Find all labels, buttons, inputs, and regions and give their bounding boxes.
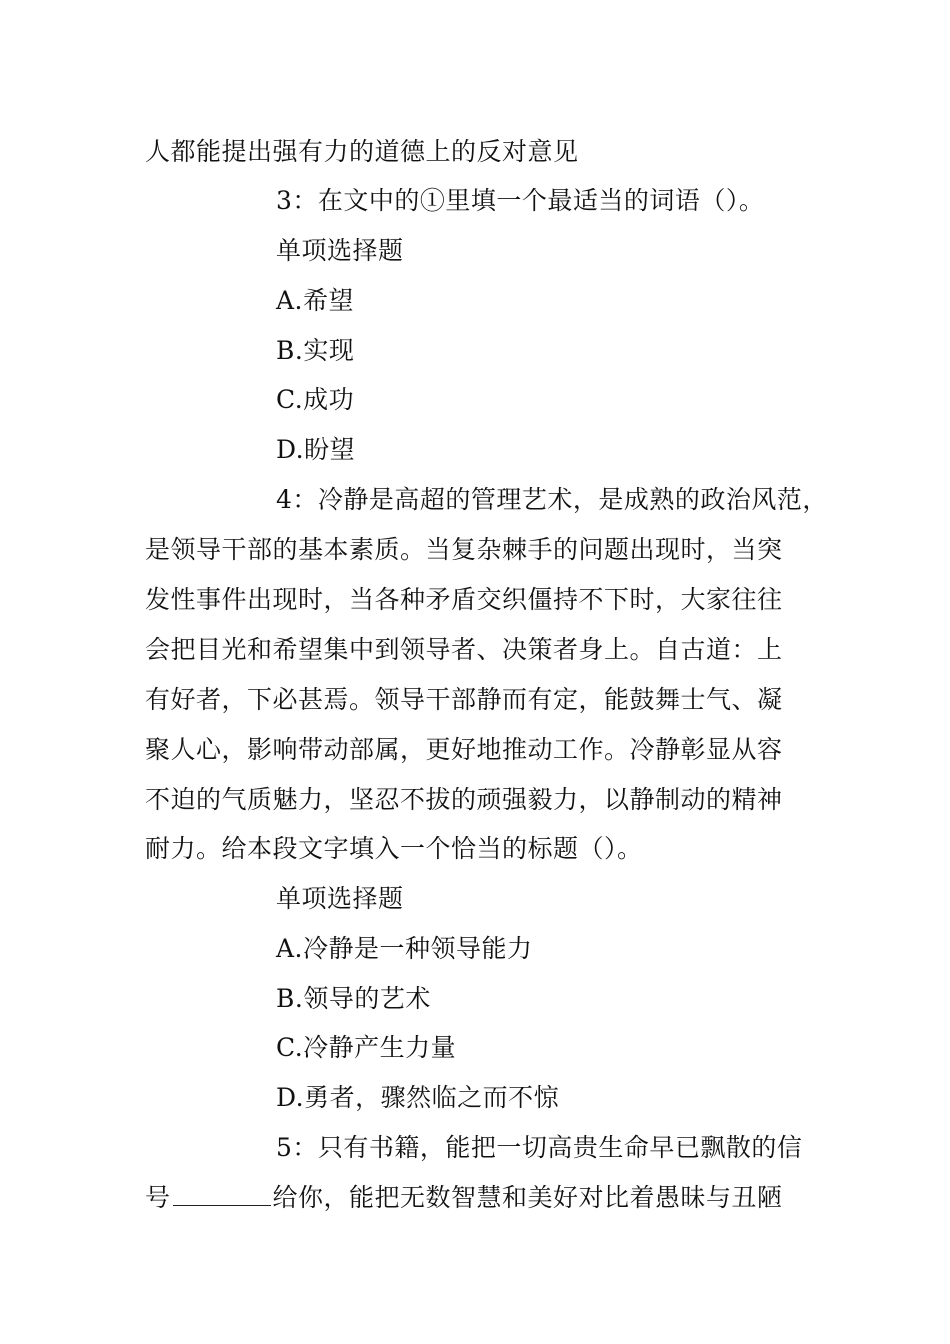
question-3-type: 单项选择题	[276, 236, 404, 265]
question-5-text: 号	[145, 1183, 171, 1212]
question-4-option-d: D.勇者，骤然临之而不惊	[276, 1083, 560, 1112]
text-line: 人都能提出强有力的道德上的反对意见	[145, 137, 579, 166]
question-3-option-d: D.盼望	[276, 435, 356, 464]
question-4-line: 发性事件出现时，当各种矛盾交织僵持不下时，大家往往	[145, 585, 783, 614]
question-3-option-b: B.实现	[276, 336, 355, 365]
question-4-option-b: B.领导的艺术	[276, 984, 431, 1013]
question-3-stem: 3：在文中的①里填一个最适当的词语（）。	[276, 186, 765, 215]
question-4-option-c: C.冷静产生力量	[276, 1033, 457, 1062]
question-3-option-c: C.成功	[276, 385, 355, 414]
question-4-type: 单项选择题	[276, 884, 404, 913]
question-4-line: 4：冷静是高超的管理艺术，是成熟的政治风范，	[276, 485, 828, 514]
question-4-line: 不迫的气质魅力，坚忍不拔的顽强毅力，以静制动的精神	[145, 785, 783, 814]
question-4-line: 聚人心，影响带动部属，更好地推动工作。冷静彰显从容	[145, 735, 783, 764]
question-5-line: 5：只有书籍，能把一切高贵生命早已飘散的信	[276, 1133, 803, 1162]
question-4-option-a: A.冷静是一种领导能力	[276, 934, 533, 963]
question-4-line: 会把目光和希望集中到领导者、决策者身上。自古道：上	[145, 635, 783, 664]
question-4-line: 有好者，下必甚焉。领导干部静而有定，能鼓舞士气、凝	[145, 685, 783, 714]
question-4-line: 耐力。给本段文字填入一个恰当的标题（）。	[145, 834, 643, 863]
question-5-text: 给你，能把无数智慧和美好对比着愚昧与丑陋	[272, 1183, 783, 1212]
fill-in-blank	[173, 1183, 271, 1206]
question-4-line: 是领导干部的基本素质。当复杂棘手的问题出现时，当突	[145, 535, 783, 564]
question-3-option-a: A.希望	[276, 286, 355, 315]
question-5-line	[145, 1183, 783, 1213]
